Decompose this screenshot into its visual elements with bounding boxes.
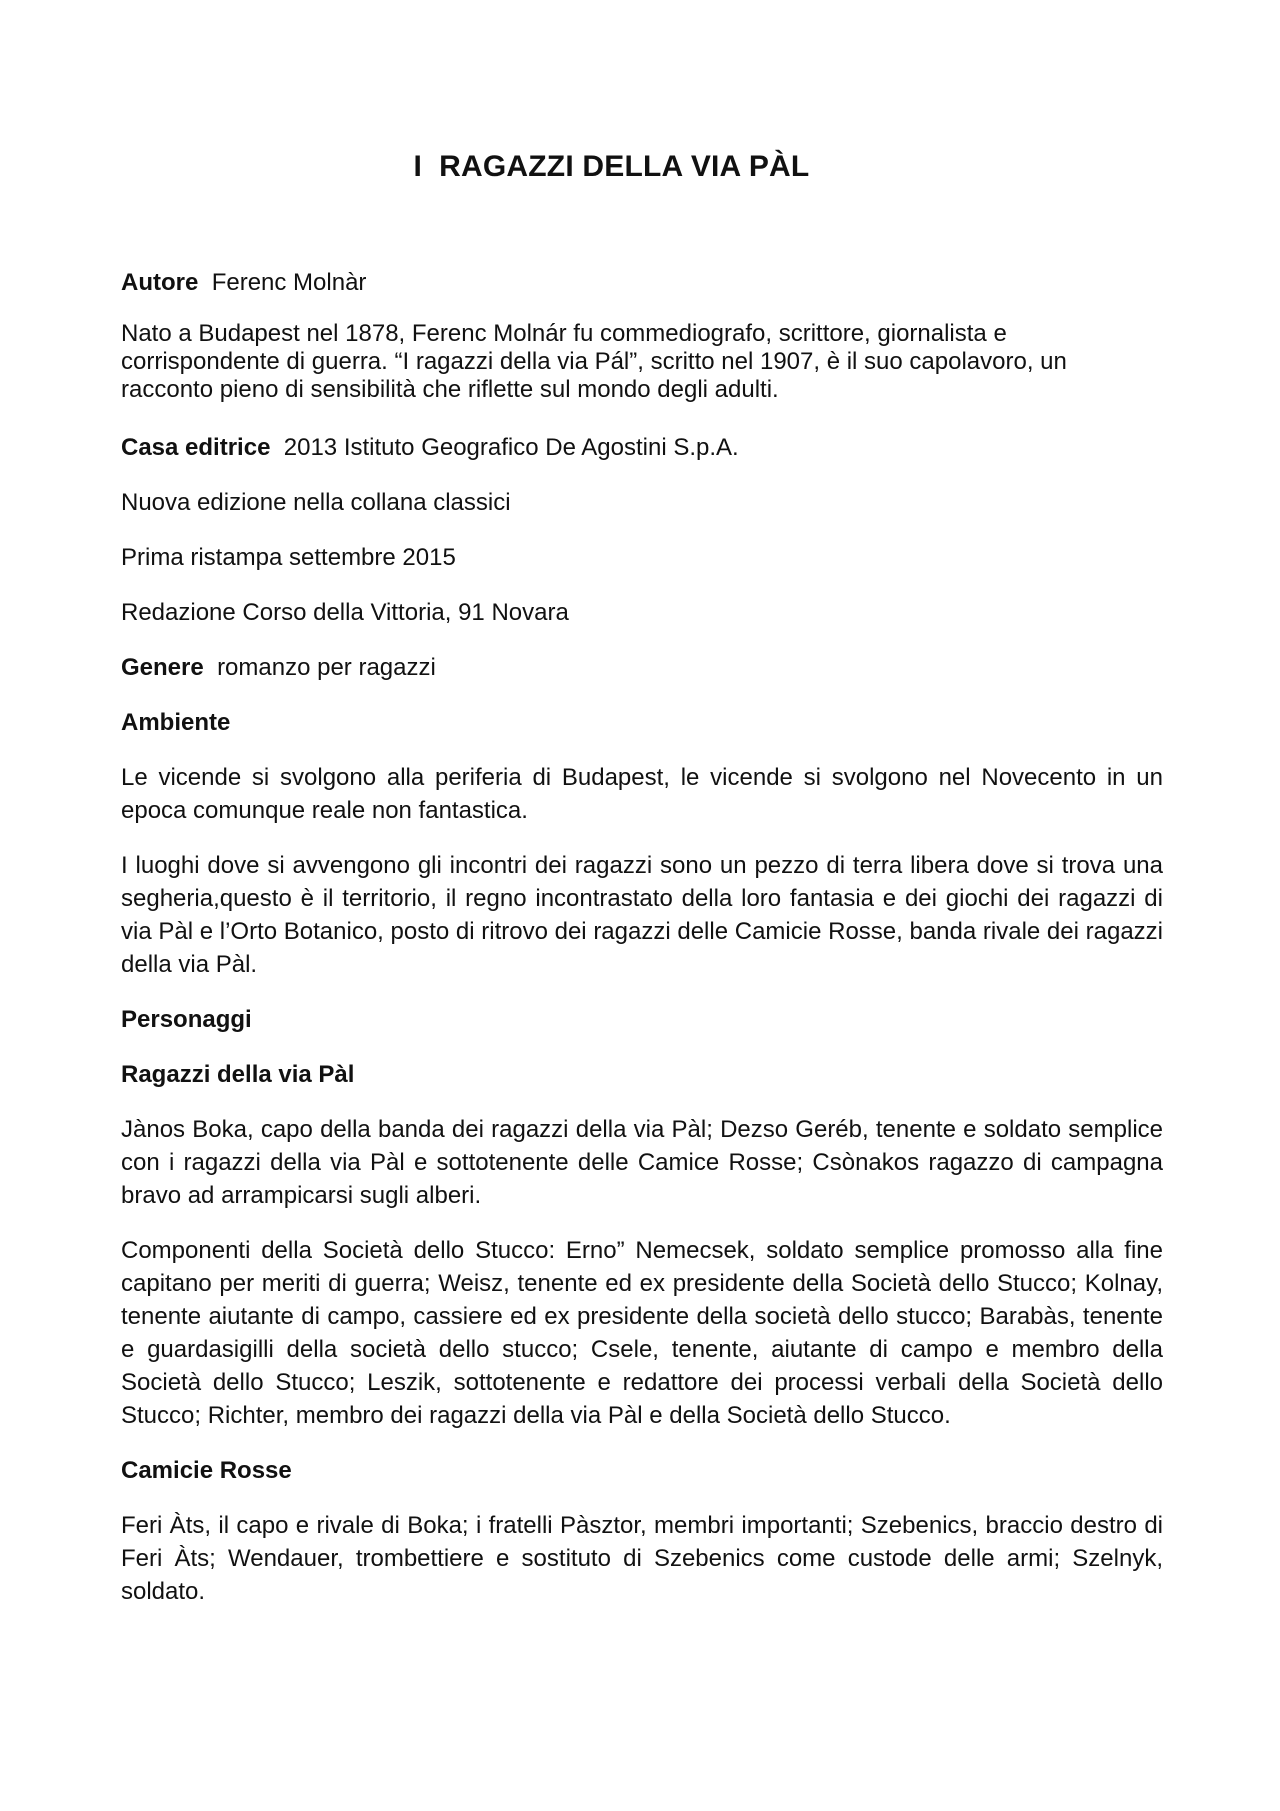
personaggi-heading: Personaggi	[121, 1006, 252, 1033]
ambiente-paragraph-2: I luoghi dove si avvengono gli incontri dei ragazzi sono un pezzo di terra libera dove si trova una segheria,questo è il territorio, il regno incontrastato della loro fantasia e dei giochi dei ragazzi di via Pàl e l’Orto Botanico, posto di ritrovo dei ragazzi delle Camicie Rosse, banda rivale dei ragazzi della via Pàl.	[121, 852, 1163, 978]
autore-line	[121, 266, 1163, 299]
ragazzi-paragraph-2: Componenti della Società dello Stucco: Erno” Nemecsek, soldato semplice promosso alla fine capitano per meriti di guerra; Weisz, tenente ed ex presidente della Società dello Stucco; Kolnay, tenente aiutante di campo, cassiere ed ex presidente della società dello stucco; Barabàs, tenente e guardasigilli della società dello stucco; Csele, tenente, aiutante di campo e membro della Società dello Stucco; Leszik, sottotenente e redattore dei processi verbali della Società dello Stucco; Richter, membro dei ragazzi della via Pàl e della Società dello Stucco.	[121, 1237, 1163, 1429]
bio-paragraph: Nato a Budapest nel 1878, Ferenc Molnár fu commediografo, scrittore, giornalista e corrispondente di guerra. “I ragazzi della via Pál”, scritto nel 1907, è il suo capolavoro, un racconto pieno di sensibilità che riflette sul mondo degli adulti.	[121, 320, 1067, 403]
autore-label: Autore	[121, 269, 199, 296]
casa-editrice-line	[121, 431, 1163, 464]
edizione-line: Nuova edizione nella collana classici	[121, 489, 511, 516]
document-body	[121, 266, 1163, 1630]
redazione-line: Redazione Corso della Vittoria, 91 Novara	[121, 599, 569, 626]
ambiente-heading: Ambiente	[121, 709, 231, 736]
genere-label: Genere	[121, 654, 204, 681]
ragazzi-heading: Ragazzi della via Pàl	[121, 1061, 355, 1088]
casa-editrice-label: Casa editrice	[121, 434, 271, 461]
genere-line	[121, 651, 1163, 684]
genere-value: romanzo per ragazzi	[217, 654, 436, 681]
ristampa-line: Prima ristampa settembre 2015	[121, 544, 456, 571]
ambiente-paragraph-1: Le vicende si svolgono alla periferia di Budapest, le vicende si svolgono nel Novecento in un epoca comunque reale non fantastica.	[121, 764, 1163, 824]
autore-value: Ferenc Molnàr	[211, 269, 367, 296]
camicie-rosse-heading: Camicie Rosse	[121, 1457, 292, 1484]
document-title: I RAGAZZI DELLA VIA PÀL	[413, 150, 810, 183]
ragazzi-paragraph-1: Jànos Boka, capo della banda dei ragazzi della via Pàl; Dezso Geréb, tenente e soldato semplice con i ragazzi della via Pàl e sottotenente delle Camice Rosse; Csònakos ragazzo di campagna bravo ad arrampicarsi sugli alberi.	[121, 1116, 1163, 1209]
casa-editrice-value: 2013 Istituto Geografico De Agostini S.p.A.	[283, 434, 739, 461]
camicie-rosse-paragraph: Feri Àts, il capo e rivale di Boka; i fratelli Pàsztor, membri importanti; Szebenics, braccio destro di Feri Àts; Wendauer, trombettiere e sostituto di Szebenics come custode delle armi; Szelnyk, soldato.	[121, 1512, 1163, 1605]
